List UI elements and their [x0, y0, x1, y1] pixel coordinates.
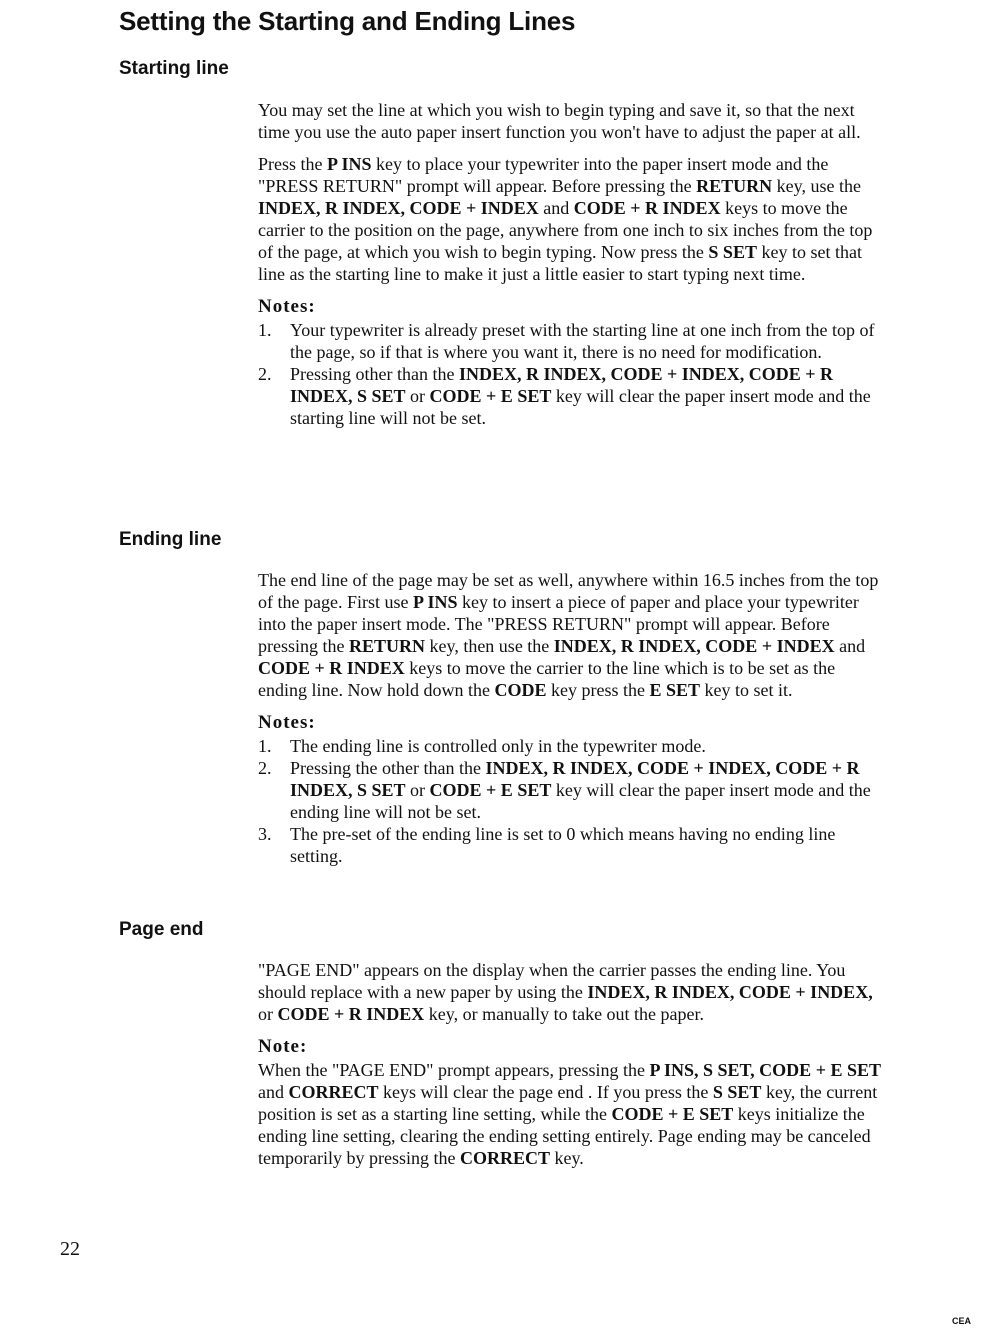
key-name: CODE + E SET [611, 1104, 734, 1124]
starting-line-notes-label: Notes: [258, 296, 316, 317]
ending-line-notes-list [258, 735, 888, 867]
key-name: INDEX, R INDEX, CODE + INDEX, CODE + R INDEX, S SET [290, 758, 860, 800]
key-name: INDEX, R INDEX, CODE + INDEX [258, 198, 539, 218]
page-number: 22 [60, 1238, 80, 1260]
page-end-note: When the "PAGE END" prompt appears, pressing the P INS, S SET, CODE + E SET and CORRECT keys will clear the page end . If you press the S SET key, the current position is set as a starting line setting, while the CODE + E SET keys initialize the ending line setting, clearing the ending setting entirely. Page ending may be canceled temporarily by pressing the CORRECT key. [258, 1060, 881, 1168]
key-name: CORRECT [288, 1082, 379, 1102]
key-name: CODE + E SET [429, 780, 552, 800]
key-name: RETURN [348, 636, 425, 656]
note-item: 1. The ending line is controlled only in the typewriter mode. [258, 736, 706, 756]
note-item: 3. The pre-set of the ending line is set to 0 which means having no ending line setting. [258, 824, 836, 866]
starting-line-notes-list [258, 319, 888, 429]
note-number: 1. [258, 320, 272, 340]
key-name: RETURN [696, 176, 773, 196]
key-name: CORRECT [459, 1148, 550, 1168]
starting-line-intro: You may set the line at which you wish to begin typing and save it, so that the next time you use the auto paper insert function you won't have to adjust the paper at all. [258, 100, 861, 142]
starting-line-section [258, 99, 888, 429]
note-number: 2. [258, 364, 272, 384]
page-end-section [258, 959, 888, 1179]
note-number: 1. [258, 736, 272, 756]
page-title: Setting the Starting and Ending Lines [119, 6, 576, 36]
starting-line-instructions: Press the P INS key to place your typewriter into the paper insert mode and the "PRESS RETURN" prompt will appear. Before pressing the RETURN key, use the INDEX, R INDEX, CODE + INDEX and CODE + R INDEX keys to move the carrier to the position on the page, anywhere from one inch to six inches from the top of the page, at which you wish to begin typing. Now press the S SET key to set that line as the starting line to make it just a little easier to start typing next time. [258, 154, 873, 284]
section-heading-ending-line: Ending line [119, 529, 222, 550]
note-item: 2. Pressing the other than the INDEX, R INDEX, CODE + INDEX, CODE + R INDEX, S SET or CODE + E SET key will clear the paper insert mode and the ending line will not be set. [258, 758, 871, 822]
note-item: 2. Pressing other than the INDEX, R INDEX, CODE + INDEX, CODE + R INDEX, S SET or CODE + E SET key will clear the paper insert mode and the starting line will not be set. [258, 364, 871, 428]
ending-line-section [258, 569, 888, 867]
ending-line-notes-label: Notes: [258, 712, 316, 733]
key-name: INDEX, R INDEX, CODE + INDEX [553, 636, 835, 656]
key-name: CODE + R INDEX [573, 198, 721, 218]
key-name: P INS [327, 154, 372, 174]
key-name: CODE + E SET [429, 386, 552, 406]
footer-mark: CEA [952, 1316, 972, 1326]
key-name: INDEX, R INDEX, CODE + INDEX, [587, 982, 873, 1002]
key-name: P INS [412, 592, 458, 612]
key-name: E SET [649, 680, 701, 700]
key-name: CODE + R INDEX [277, 1004, 425, 1024]
key-name: CODE [494, 680, 547, 700]
page-end-description: "PAGE END" appears on the display when the carrier passes the ending line. You should replace with a new paper by using the INDEX, R INDEX, CODE + INDEX, or CODE + R INDEX key, or manually to take out the paper. [258, 960, 873, 1024]
ending-line-instructions: The end line of the page may be set as well, anywhere within 16.5 inches from the top of the page. First use P INS key to insert a piece of paper and place your typewriter into the paper insert mode. The "PRESS RETURN" prompt will appear. Before pressing the RETURN key, then use the INDEX, R INDEX, CODE + INDEX and CODE + R INDEX keys to move the carrier to the line which is to be set as the ending line. Now hold down the CODE key press the E SET key to set it. [258, 570, 879, 700]
key-name: S SET [712, 1082, 762, 1102]
note-item: 1. Your typewriter is already preset with the starting line at one inch from the top of the page, so if that is where you want it, there is no need for modification. [258, 320, 875, 362]
key-name: S SET [708, 242, 757, 262]
key-name: INDEX, R INDEX, CODE + INDEX, CODE + R INDEX, S SET [290, 364, 834, 406]
section-heading-page-end: Page end [119, 919, 204, 940]
page-end-note-label: Note: [258, 1036, 308, 1057]
key-name: P INS, S SET, CODE + E SET [649, 1060, 881, 1080]
section-heading-starting-line: Starting line [119, 58, 229, 79]
note-number: 3. [258, 824, 272, 844]
key-name: CODE + R INDEX [258, 658, 405, 678]
note-number: 2. [258, 758, 272, 778]
